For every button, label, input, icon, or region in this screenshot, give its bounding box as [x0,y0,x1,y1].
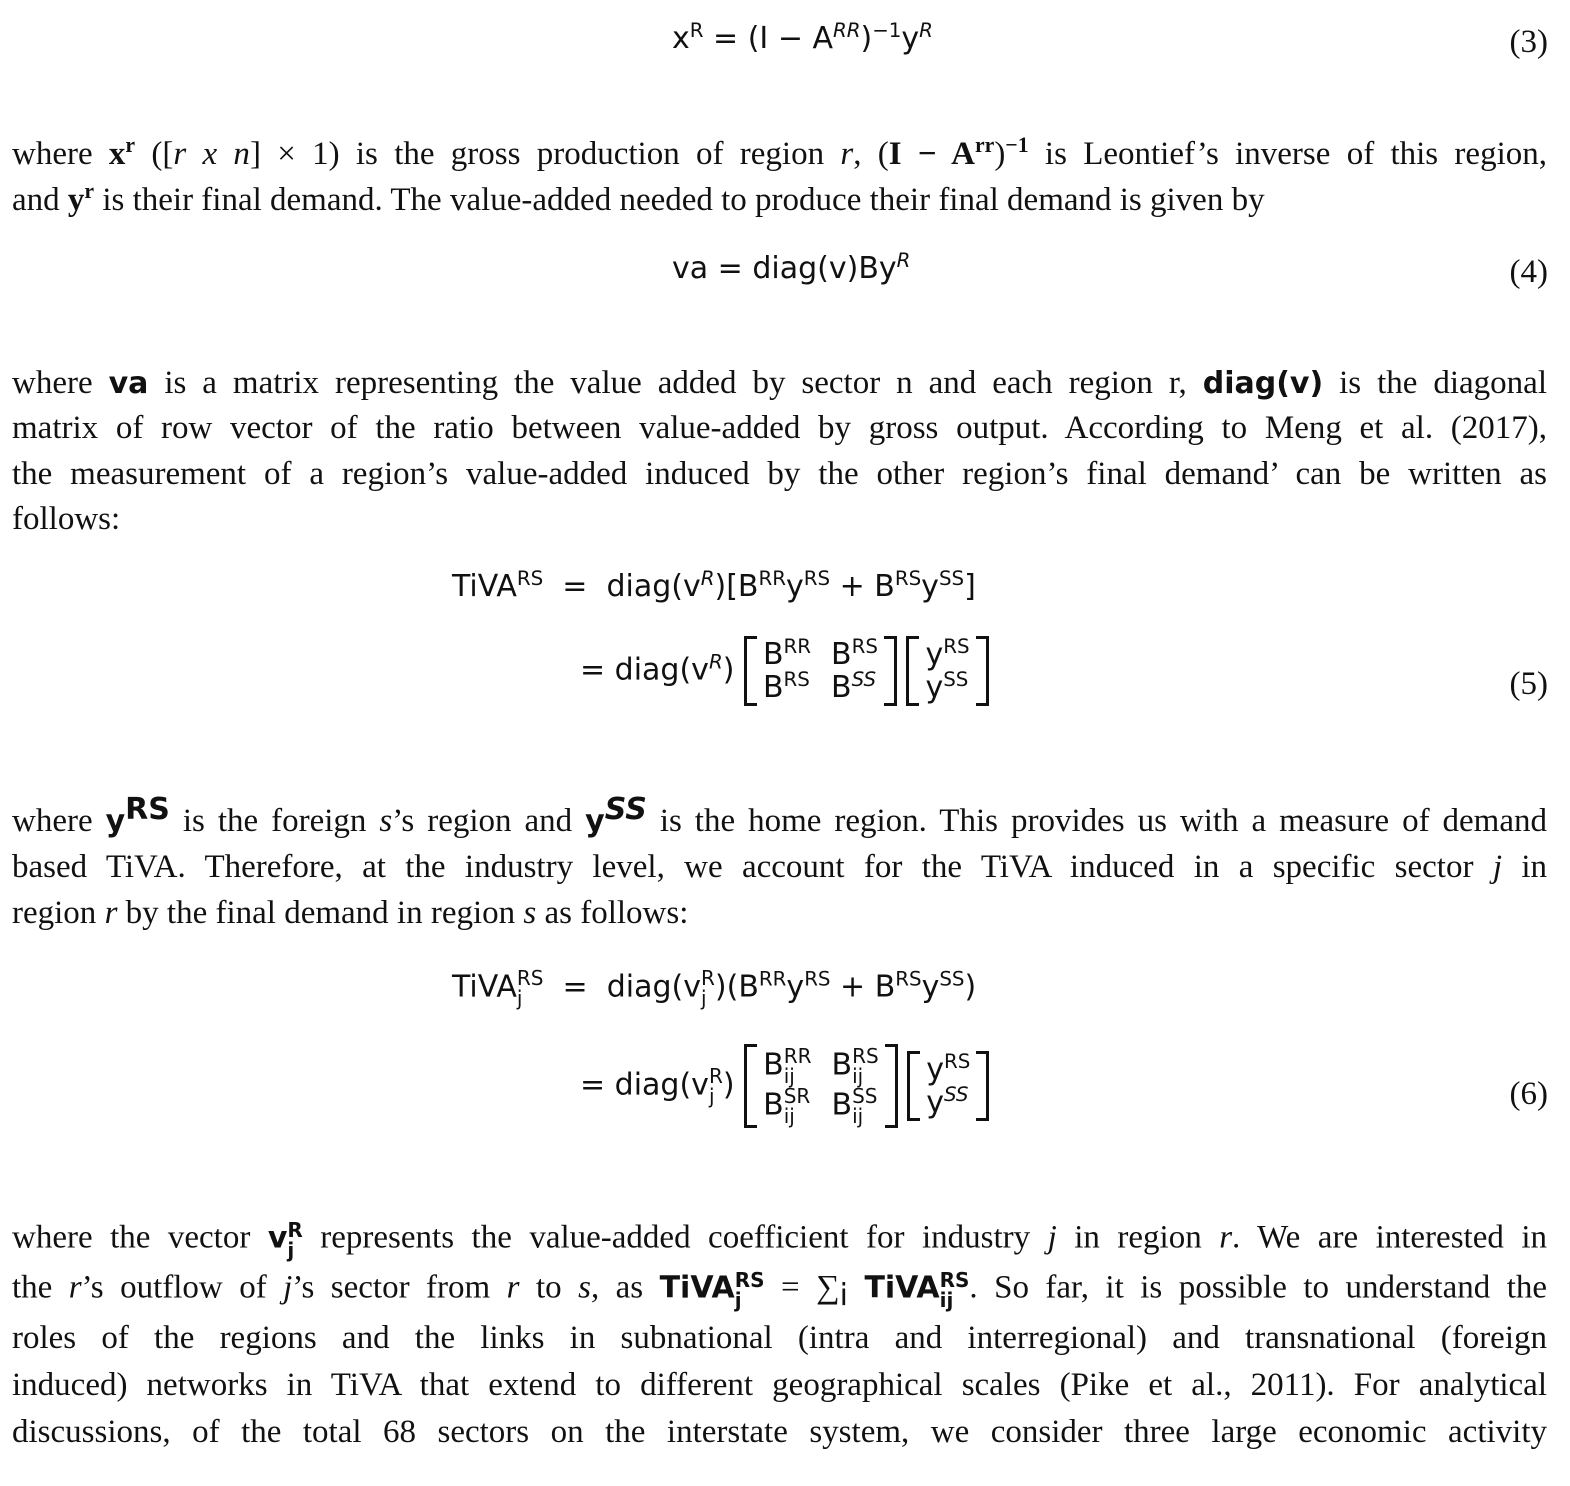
matrix-b-ij: B RR ij B RS ij B SR ij B SS ij [744,1044,898,1128]
v-sub-sup: R j [287,1218,303,1262]
paragraph-1-line-1: where $x^r$ ([r x n] × 1) is the gross production of region r, $(I - A^{rr})^{-1}$ is Leontief’s inverse of this region, [12,133,1547,172]
equation-5-line-2: = $diag(v^R)$ $B^{RR}$ $B^{RS}$ $B^{RS}$ $B^{SS}$ $y^{RS}$ $y^{SS}$ [580,636,989,706]
equation-6-line-1: TiVA RS j = diag(v R j )$(B^{RR}y^{RS} + B^{RS}y^{SS})$ [452,966,977,1010]
matrix-b: $B^{RR}$ $B^{RS}$ $B^{RS}$ $B^{SS}$ [744,636,897,706]
vector-y: $y^{RS}$ $y^{SS}$ [906,636,988,706]
paragraph-2-line-4: follows: [12,501,121,537]
vector-y-ij: $y^{RS}$ $y^{SS}$ [907,1051,989,1121]
equation-5-line-1: TiVA$^{RS}$ = $diag(v^R)[B^{RR}y^{RS} + B^{RS}y^{SS}]$ [452,567,976,604]
paragraph-4-line-4: induced) networks in TiVA that extend to different geographical scales (Pike et al., 2011). For analytical [12,1367,1547,1403]
paragraph-4-line-3: roles of the regions and the links in subnational (intra and interregional) and transnational (foreign [12,1320,1547,1356]
equation-3: $x^R = (I - A^{RR})^{-1}y^R$ [672,19,933,56]
paragraph-2-line-3: the measurement of a region’s value-added induced by the other region’s final demand’ can be written as [12,456,1547,492]
paragraph-3-line-2: based TiVA. Therefore, at the industry level, we account for the TiVA induced in a specific sector j in [12,849,1547,885]
equation-4: va = $diag(v)By^R$ [672,249,911,286]
equation-3-number: (3) [1509,24,1548,60]
paragraph-4-line-1: where the vector v R j represents the value-added coefficient for industry j in region r. We are interested in [12,1218,1547,1262]
paragraph-1-line-2: and $y^r$ is their final demand. The value-added needed to produce their final demand is given by [12,179,1265,218]
paragraph-4-line-2: the r’s outflow of j’s sector from r to s, as TiVA RS j = $\sum_i$ TiVA RS ij . So far, it is possible to understand the [12,1268,1548,1314]
paragraph-3-line-3: region r by the final demand in region s as follows: [12,895,689,931]
equation-5-number: (5) [1509,666,1548,702]
paragraph-2-line-1: where va is a matrix representing the value added by sector n and each region r, diag(v) is the diagonal [12,365,1547,401]
equation-4-number: (4) [1509,254,1548,290]
paragraph-3-line-1: where $y^{RS}$ is the foreign s’s region and $y^{SS}$ is the home region. This provides us with a measure of demand [12,792,1547,839]
equation-6-line-2: = diag(v R j ) B RR ij B RS ij B SR ij B SS ij $y^{RS}$ $y^{SS}$ [580,1044,989,1128]
paragraph-2-line-2: matrix of row vector of the ratio between value-added by gross output. According to Meng et al. (2017), [12,410,1547,446]
equation-6-number: (6) [1509,1076,1548,1112]
paragraph-4-line-5: discussions, of the total 68 sectors on the interstate system, we consider three large economic activity [12,1414,1547,1450]
